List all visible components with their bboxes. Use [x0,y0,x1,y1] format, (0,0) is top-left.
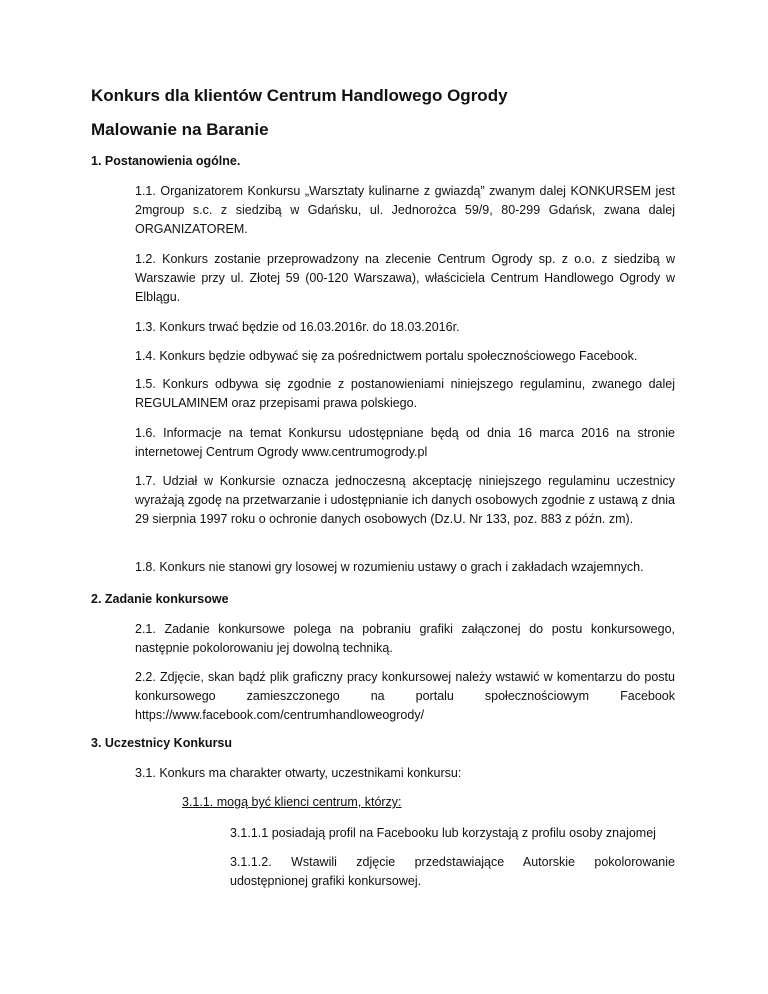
paragraph-1-7: 1.7. Udział w Konkursie oznacza jednoczesną akceptację niniejszego regulaminu uczestnicy wyrażają zgodę na przetwarzanie i udostępnianie ich danych osobowych zgodnie z ustawą z dnia 29 sierpnia 1997 roku o ochronie danych osobowych (Dz.U. Nr 133, poz. 883 z późn. zm). [135,474,675,526]
document-subtitle: Malowanie na Baranie [91,120,269,139]
section-3-heading: 3. Uczestnicy Konkursu [91,736,233,750]
paragraph-1-6: 1.6. Informacje na temat Konkursu udostępniane będą od dnia 16 marca 2016 na stronie internetowej Centrum Ogrody www.centrumogrody.pl [135,426,675,459]
list-item-3-1-1-2: 3.1.1.2. Wstawili zdjęcie przedstawiające Autorskie pokolorowanie udostępnionej grafiki konkursowej. [230,855,675,888]
paragraph-1-4: 1.4. Konkurs będzie odbywać się za pośrednictwem portalu społecznościowego Facebook. [135,349,638,363]
paragraph-1-2: 1.2. Konkurs zostanie przeprowadzony na zlecenie Centrum Ogrody sp. z o.o. z siedzibą w Warszawie przy ul. Złotej 59 (00-120 Warszawa), właściciela Centrum Handlowego Ogrody w Elblągu. [135,252,675,304]
section-1-heading: 1. Postanowienia ogólne. [91,154,241,168]
paragraph-1-1: 1.1. Organizatorem Konkursu „Warsztaty kulinarne z gwiazdą” zwanym dalej KONKURSEM jest 2mgroup s.c. z siedzibą w Gdańsku, ul. Jednorożca 59/9, 80-299 Gdańsk, zwana dalej ORGANIZATOREM. [135,184,675,236]
paragraph-3-1: 3.1. Konkurs ma charakter otwarty, uczestnikami konkursu: [135,766,462,780]
paragraph-2-1: 2.1. Zadanie konkursowe polega na pobraniu grafiki załączonej do postu konkursowego, następnie pokolorowaniu jej dowolną techniką. [135,622,675,655]
paragraph-1-5: 1.5. Konkurs odbywa się zgodnie z postanowieniami niniejszego regulaminu, zwanego dalej REGULAMINEM oraz przepisami prawa polskiego. [135,377,675,410]
document-title: Konkurs dla klientów Centrum Handlowego Ogrody [91,86,508,105]
paragraph-1-3: 1.3. Konkurs trwać będzie od 16.03.2016r. do 18.03.2016r. [135,320,460,334]
list-item-3-1-1-1: 3.1.1.1 posiadają profil na Facebooku lub korzystają z profilu osoby znajomej [230,826,656,840]
subsection-3-1-1: 3.1.1. mogą być klienci centrum, którzy: [182,795,402,809]
paragraph-1-8: 1.8. Konkurs nie stanowi gry losowej w rozumieniu ustawy o grach i zakładach wzajemnych. [135,560,644,574]
section-2-heading: 2. Zadanie konkursowe [91,592,229,606]
paragraph-2-2: 2.2. Zdjęcie, skan bądź plik graficzny pracy konkursowej należy wstawić w komentarzu do postu konkursowego zamieszczonego na portalu społecznościowym Facebook https://www.facebook.com/centrumhandloweogrody/ [135,670,675,722]
